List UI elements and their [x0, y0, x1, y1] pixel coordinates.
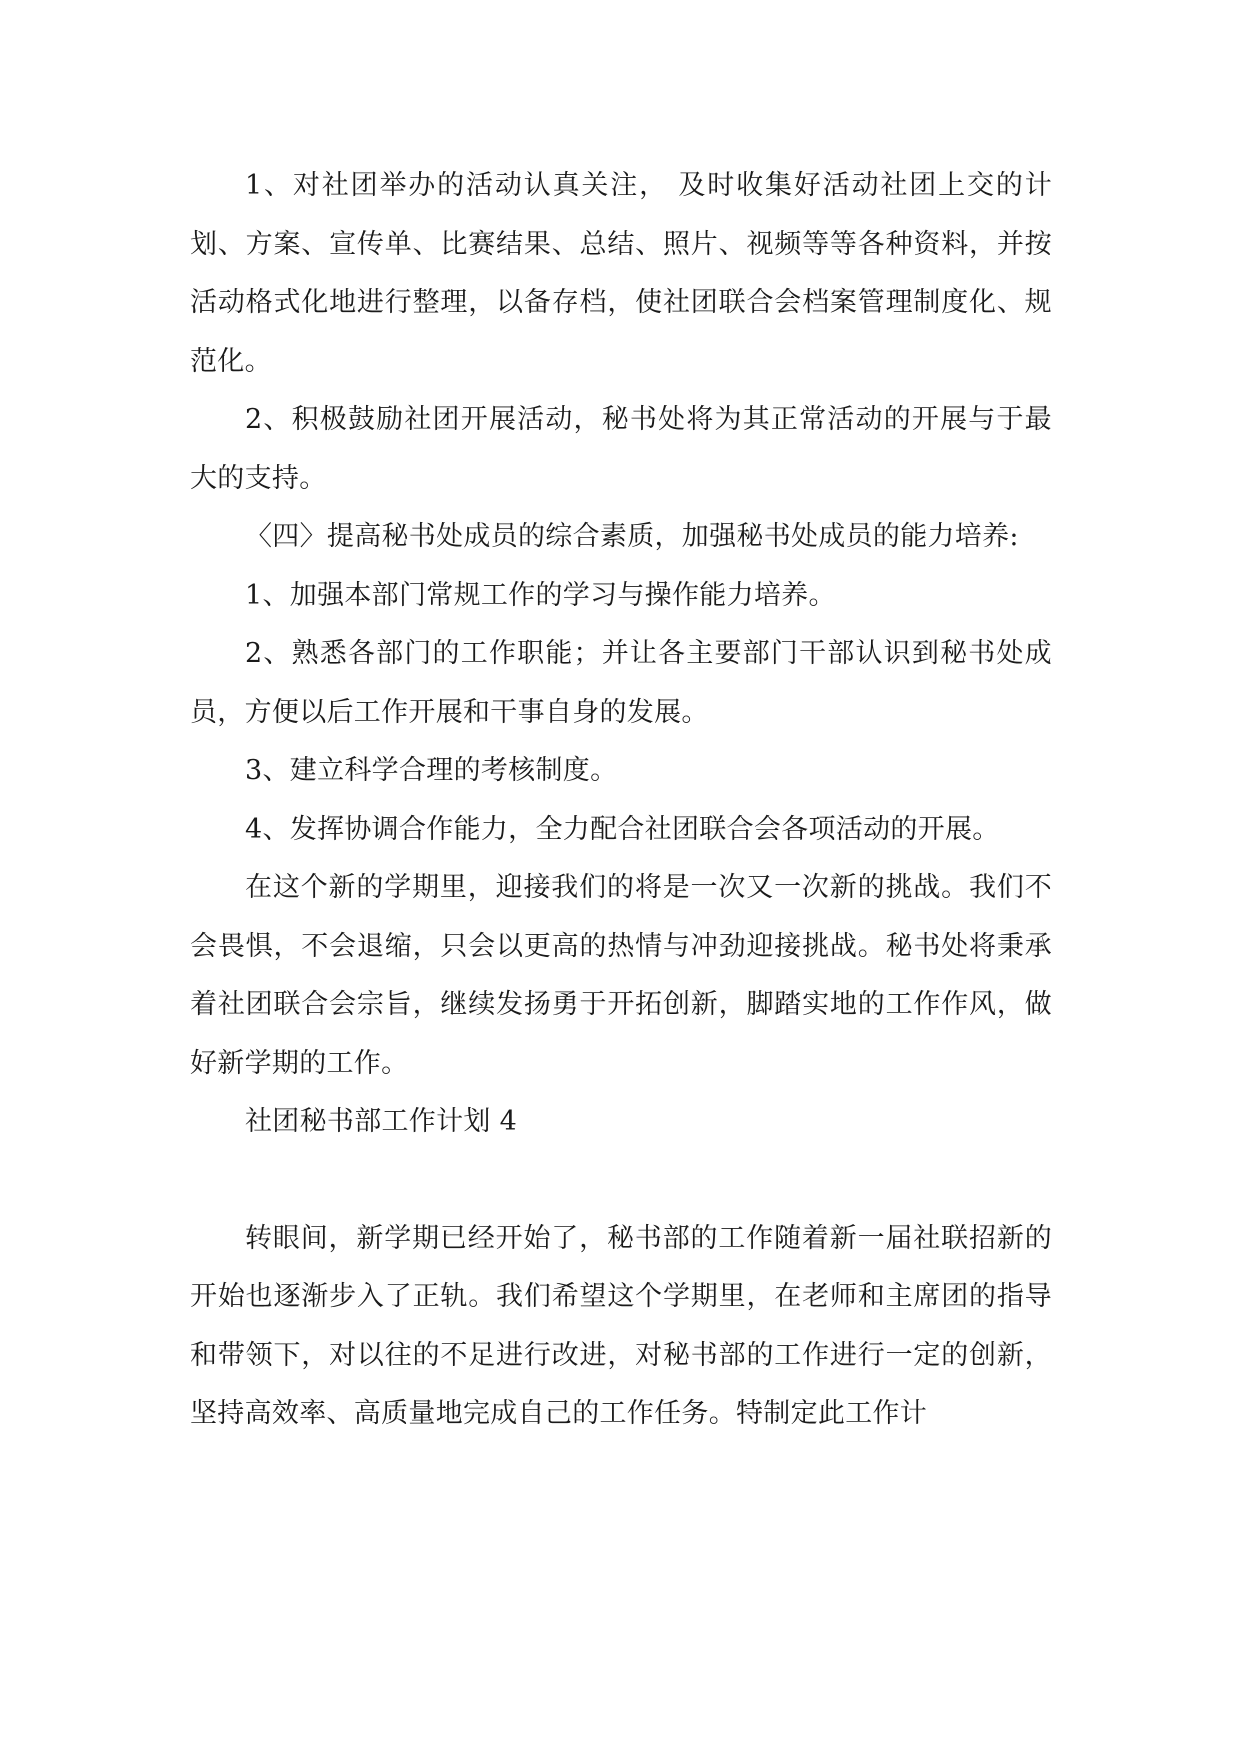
plan-title: 社团秘书部工作计划 4 — [245, 1106, 518, 1137]
paragraph-plan-intro: 转眼间，新学期已经开始了，秘书部的工作随着新一届社联招新的开始也逐渐步入了正轨。我们希望这个学期里，在老师和主席团的指导和带领下，对以往的不足进行改进，对秘书部的工作进行一定的创新，坚持高效率、高质量地完成自己的工作任务。特制定此工作计 — [190, 1222, 1052, 1429]
paragraph-training-2: 2、熟悉各部门的工作职能；并让各主要部门干部认识到秘书处成员，方便以后工作开展和干事自身的发展。 — [190, 638, 1052, 728]
paragraph-training-3: 3、建立科学合理的考核制度。 — [245, 755, 618, 786]
paragraph-training-1: 1、加强本部门常规工作的学习与操作能力培养。 — [245, 579, 836, 611]
paragraph-encourage-activities: 2、积极鼓励社团开展活动，秘书处将为其正常活动的开展与于最大的支持。 — [190, 404, 1052, 494]
paragraph-conclusion: 在这个新的学期里，迎接我们的将是一次又一次新的挑战。我们不会畏惧，不会退缩，只会以更高的热情与冲劲迎接挑战。秘书处将秉承着社团联合会宗旨，继续发扬勇于开拓创新，脚踏实地的工作作风，做好新学期的工作。 — [190, 872, 1052, 1079]
blank-line — [190, 1152, 1052, 1210]
paragraph-training-4: 4、发挥协调合作能力，全力配合社团联合会各项活动的开展。 — [245, 813, 1000, 845]
document-body — [190, 157, 1052, 1444]
section-heading-four: 〈四〉提高秘书处成员的综合素质，加强秘书处成员的能力培养: — [245, 521, 1019, 552]
paragraph-archive-management: 1、对社团举办的活动认真关注， 及时收集好活动社团上交的计划、方案、宣传单、比赛结果、总结、照片、视频等等各种资料，并按活动格式化地进行整理，以备存档，使社团联合会档案管理制度化、规范化。 — [190, 170, 1052, 377]
